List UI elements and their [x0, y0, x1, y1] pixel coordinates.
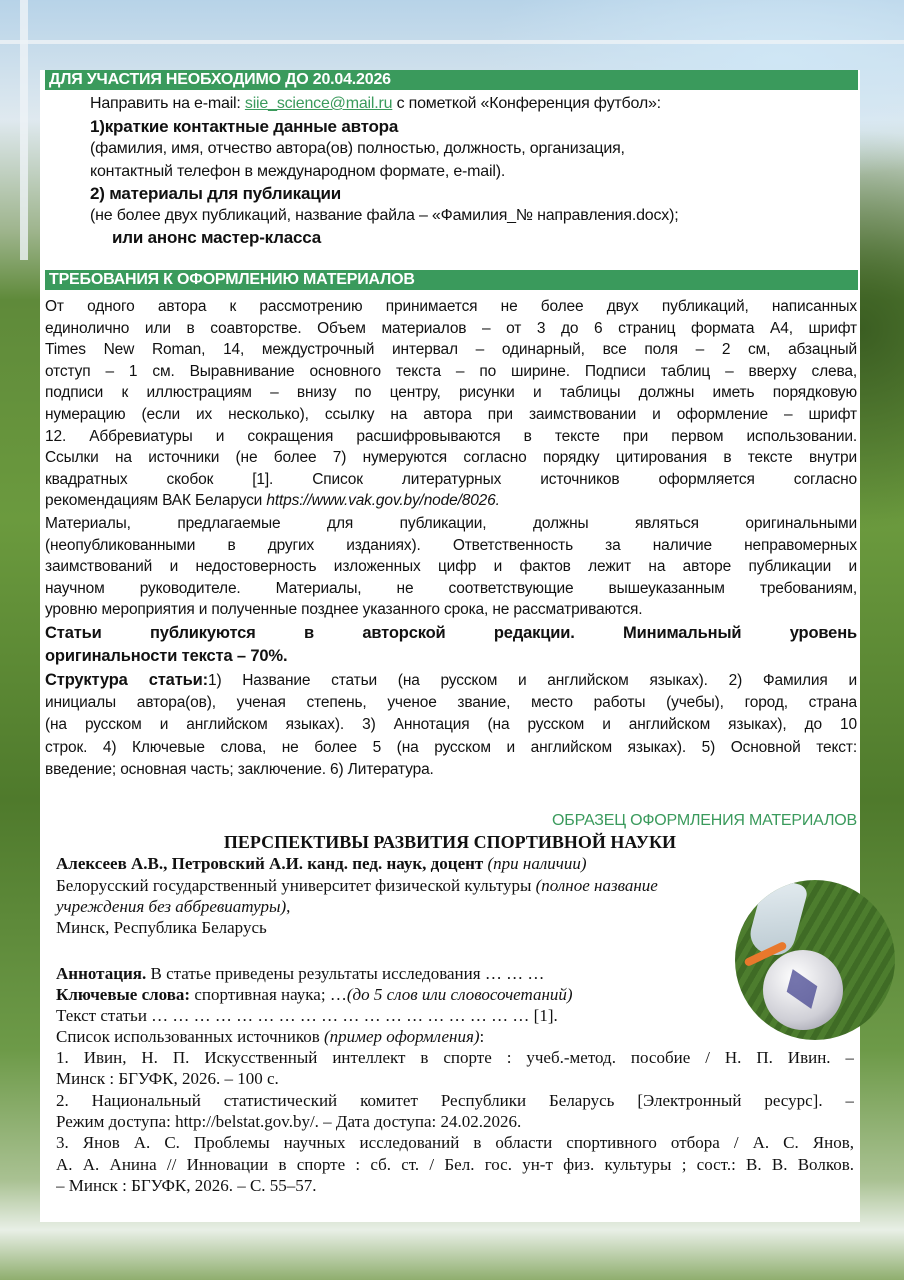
authors-note: (при наличии): [487, 854, 587, 873]
sample-city: Минск, Республика Беларусь: [56, 918, 267, 937]
send-instructions: [90, 93, 661, 115]
item1-title: 1)краткие контактные данные автора: [90, 117, 399, 136]
originality-line: Статьи публикуются в авторской редакции. Минимальный уровень: [45, 624, 857, 642]
requirements-line: 12. Аббревиатуры и сокращения расшифровываются в тексте при первом использовании.: [45, 427, 857, 445]
structure-text: 1) Название статьи (на русском и английском языках). 2) Фамилия и: [207, 672, 857, 690]
requirements-line: единолично или в соавторстве. Объем материалов – от 3 до 6 страниц формата А4, шрифт: [45, 319, 857, 337]
org-note-2: учреждения без аббревиатуры): [56, 897, 287, 916]
refs-label: Список использованных источников: [56, 1027, 324, 1046]
requirements-line: [45, 490, 857, 512]
materials-line: уровню мероприятия и полученные позднее указанного срока, не рассматриваются.: [45, 601, 643, 619]
sample-authors: [56, 853, 587, 874]
org-note: (полное название: [535, 876, 658, 895]
send-prefix: Направить на e-mail:: [90, 95, 245, 112]
materials-line: (неопубликованными в других изданиях). Ответственность за наличие неправомерных: [45, 536, 857, 554]
structure-line: строк. 4) Ключевые слова, не более 5 (на русском и английском языках). 5) Основной текст:: [45, 738, 857, 756]
sample-refs-label: [56, 1026, 484, 1047]
participation-heading: ДЛЯ УЧАСТИЯ НЕОБХОДИМО ДО 20.04.2026: [45, 70, 858, 90]
reference-line: Режим доступа: http://belstat.gov.by/. – Дата доступа: 24.02.2026.: [56, 1111, 522, 1131]
requirements-line: нумерацию (если их несколько), ссылку на автора при заимствовании и оформление – шрифт: [45, 406, 857, 423]
requirements-heading: ТРЕБОВАНИЯ К ОФОРМЛЕНИЮ МАТЕРИАЛОВ: [45, 270, 858, 290]
reference-line: – Минск : БГУФК, 2026. – С. 55–57.: [56, 1175, 317, 1195]
requirements-line: подписи к иллюстрациям – внизу по центру, рисунки и таблицы должны иметь порядковую: [45, 384, 857, 402]
structure-line: [45, 670, 857, 692]
background-goalpost: [20, 0, 28, 260]
email-link[interactable]: siie_science@mail.ru: [244, 95, 393, 112]
football-photo: [735, 880, 895, 1040]
item2-line1: (не более двух публикаций, название файла – «Фамилия_№ направления.docx);: [90, 207, 679, 224]
requirements-line: От одного автора к рассмотрению принимается не более двух публикаций, написанных: [45, 298, 857, 315]
structure-label: Структура статьи:: [45, 671, 208, 690]
keywords-label: Ключевые слова:: [56, 985, 191, 1004]
materials-line: Материалы, предлагаемые для публикации, должны являться оригинальными: [45, 515, 857, 532]
item2-alt: или анонс мастер-класса: [112, 228, 322, 247]
sample-org-2: [56, 896, 290, 917]
requirements-line: квадратных скобок [1]. Список литературных источников оформляется согласно: [45, 470, 857, 488]
send-suffix: с пометкой «Конференция футбол»:: [392, 95, 661, 112]
authors-text: Алексеев А.В., Петровский А.И. канд. пед. наук, доцент: [56, 854, 488, 873]
abstract-text: В статье приведены результаты исследования … … …: [146, 964, 545, 983]
reference-line: 1. Ивин, Н. П. Искусственный интеллект в спорте : учеб.-метод. пособие / Н. П. Ивин. –: [56, 1048, 854, 1067]
keywords-text: спортивная наука; …: [190, 985, 347, 1004]
materials-line: заимствований и недостоверность изложенных цифр и фактов лежит на авторе публикации и: [45, 558, 857, 576]
abstract-label: Аннотация.: [56, 964, 147, 983]
structure-line: инициалы автора(ов), ученая степень, ученое звание, место работы (учебы), город, страна: [45, 694, 857, 712]
refs-note: (пример оформления): [324, 1027, 480, 1046]
item1-line1: (фамилия, имя, отчество автора(ов) полностью, должность, организация,: [90, 140, 625, 157]
structure-line: введение; основная часть; заключение. 6) Литература.: [45, 760, 434, 778]
sample-org: [56, 875, 658, 896]
refs-colon: :: [479, 1027, 485, 1046]
reference-line: А. А. Анина // Инновации в спорте : сб. ст. / Бел. гос. ун-т физ. культуры ; сост.: В. В. Волков.: [56, 1154, 854, 1174]
keywords-note: (до 5 слов или словосочетаний): [346, 985, 573, 1004]
requirements-line: Ссылки на источники (не более 7) нумеруются согласно порядку цитирования в тексте внутри: [45, 449, 857, 467]
item2-title: 2) материалы для публикации: [90, 184, 341, 203]
materials-line: научном руководителе. Материалы, не соответствующие вышеуказанным требованиям,: [45, 579, 857, 597]
originality-line: оригинальности текста – 70%.: [45, 646, 288, 665]
vak-link[interactable]: https://www.vak.gov.by/node/8026.: [266, 492, 500, 510]
item1-line2: контактный телефон в международном формате, e-mail).: [90, 163, 506, 180]
vak-text: рекомендациям ВАК Беларуси: [45, 492, 267, 510]
reference-line: 2. Национальный статистический комитет Республики Беларусь [Электронный ресурс]. –: [56, 1090, 854, 1110]
structure-line: (на русском и английском языках). 3) Аннотация (на русском и английском языках), до 10: [45, 716, 857, 734]
background-goalpost: [0, 40, 904, 44]
requirements-line: Times New Roman, 14, междустрочный интервал – одинарный, все поля – 2 см, абзацный: [45, 341, 857, 359]
sample-abstract: [56, 963, 544, 984]
sample-body: Текст статьи … … … … … … … … … … … … … … … … … … [1].: [56, 1006, 558, 1025]
reference-line: Минск : БГУФК, 2026. – 100 с.: [56, 1069, 279, 1089]
org-text: Белорусский государственный университет физической культуры: [56, 876, 536, 895]
sample-label: ОБРАЗЕЦ ОФОРМЛЕНИЯ МАТЕРИАЛОВ: [552, 812, 857, 829]
requirements-line: отступ – 1 см. Выравнивание основного текста – по ширине. Подписи таблиц – вверху слева,: [45, 362, 857, 380]
sample-keywords: [56, 984, 573, 1005]
reference-line: 3. Янов А. С. Проблемы научных исследований в области спортивного отбора / А. С. Янов,: [56, 1133, 854, 1153]
org-comma: ,: [286, 897, 291, 916]
sample-title: ПЕРСПЕКТИВЫ РАЗВИТИЯ СПОРТИВНОЙ НАУКИ: [223, 832, 677, 852]
